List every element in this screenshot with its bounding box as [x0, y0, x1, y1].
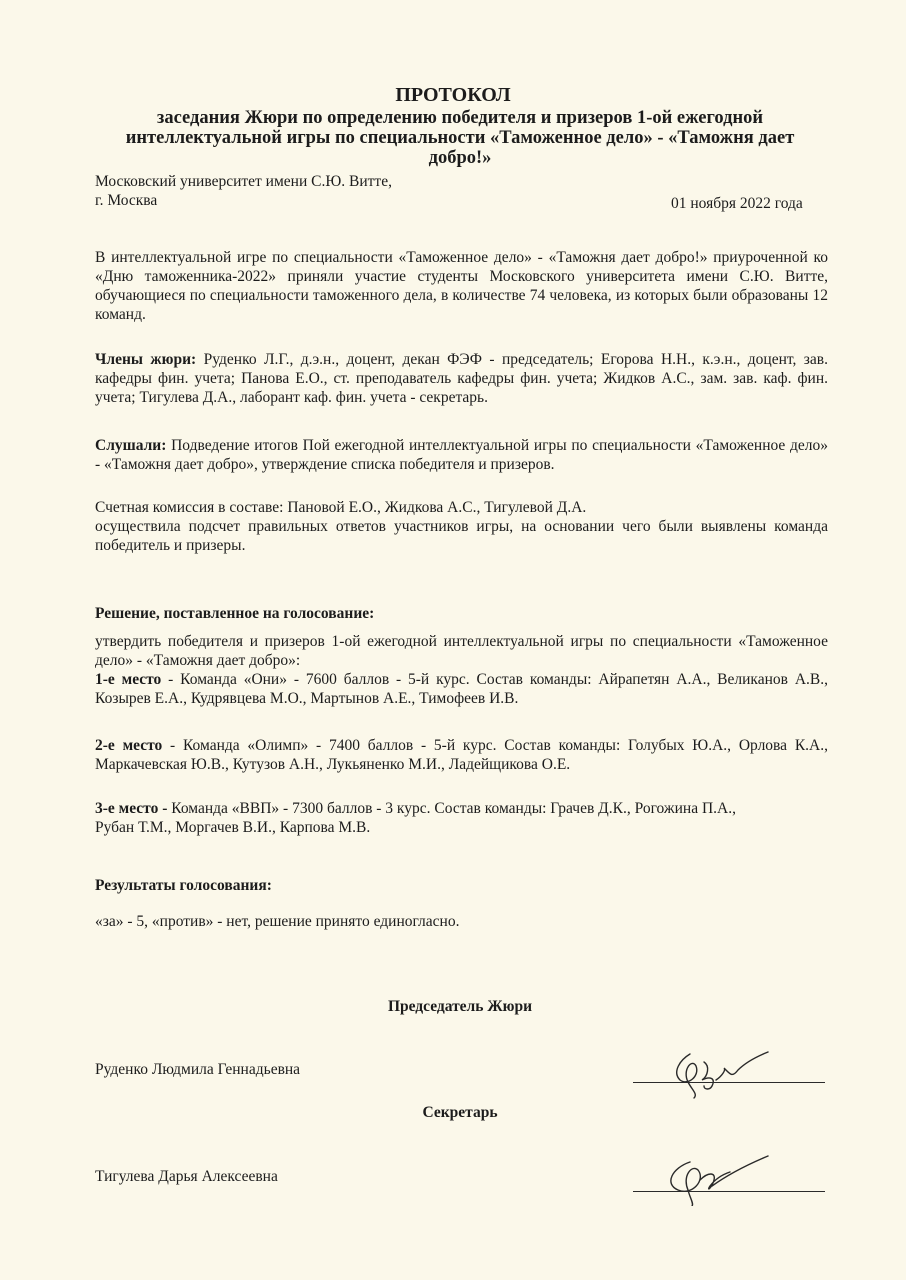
organization-city: г. Москва [95, 192, 158, 209]
chair-title: Председатель Жюри [387, 998, 533, 1015]
decision-heading [95, 604, 828, 623]
place-1-label: 1-е место [95, 671, 162, 688]
place-3-label: 3-е место - [95, 800, 168, 817]
place-2 [95, 736, 828, 774]
heard-paragraph [95, 436, 828, 474]
vote-heading [95, 876, 828, 895]
jury-paragraph [95, 350, 828, 407]
place-3 [95, 799, 755, 837]
place-2-text: - Команда «Олимп» - 7400 баллов - 5-й курс. Состав команды: Голубых Ю.А., Орлова К.А., Маркачевская Ю.В., Кутузов А.Н., Лукьяненко М.И., Ладейщикова О.Е. [95, 737, 828, 773]
organization-block [95, 172, 392, 210]
decision-text: утвердить победителя и призеров 1-ой ежегодной интеллектуальной игры по специальности «Таможенное дело» - «Таможня дает добро»: [95, 633, 828, 669]
document-subtitle: заседания Жюри по определению победителя и призеров 1-ой ежегодной интеллектуальной игры по специальности «Таможенное дело» - «Таможня дает добро!» [125, 108, 795, 168]
place-2-label: 2-е место [95, 737, 163, 754]
secretary-name: Тигулева Дарья Алексеевна [95, 1168, 278, 1185]
place-1-text: - Команда «Они» - 7600 баллов - 5-й курс. Состав команды: Айрапетян А.А., Великанов А.В., Козырев Е.А., Кудрявцева М.О., Мартынов А.Е., Тимофеев И.В. [95, 671, 828, 707]
commission-text: осуществила подсчет правильных ответов участников игры, на основании чего были выявлены команда победитель и призеры. [95, 518, 828, 554]
vote-heading-text: Результаты голосования: [95, 877, 272, 894]
document-title: ПРОТОКОЛ [395, 84, 511, 106]
secretary-title: Секретарь [422, 1104, 498, 1121]
place-3-text: Команда «ВВП» - 7300 баллов - 3 курс. Состав команды: Грачев Д.К., Рогожина П.А., Рубан Т.М., Моргачев В.И., Карпова М.В. [95, 800, 736, 836]
chair-name: Руденко Людмила Геннадьевна [95, 1061, 301, 1078]
commission-members: Счетная комиссия в составе: Пановой Е.О., Жидкова А.С., Тигулевой Д.А. [95, 499, 587, 516]
decision-heading-text: Решение, поставленное на голосование: [95, 605, 375, 622]
heard-label: Слушали: [95, 437, 167, 454]
chair-signature [660, 1040, 770, 1100]
secretary-signature [650, 1150, 770, 1206]
jury-text: Руденко Л.Г., д.э.н., доцент, декан ФЭФ - председатель; Егорова Н.Н., к.э.н., доцент, зав. кафедры фин. учета; Панова Е.О., ст. преподаватель кафедры фин. учета; Жидков А.С., зам. зав. каф. фин. учета; Тигулева Д.А., лаборант каф. фин. учета - секретарь. [95, 351, 829, 406]
organization-name: Московский университет имени С.Ю. Витте, [95, 173, 392, 190]
document-date: 01 ноября 2022 года [671, 195, 803, 212]
vote-result: «за» - 5, «против» - нет, решение принято единогласно. [95, 913, 460, 930]
heard-text: Подведение итогов Пой ежегодной интеллектуальной игры по специальности «Таможенное дело» - «Таможня дает добро», утверждение списка победителя и призеров. [95, 437, 828, 473]
jury-label: Члены жюри: [95, 351, 197, 368]
intro-paragraph: В интеллектуальной игре по специальности «Таможенное дело» - «Таможня дает добро!» приуроченной ко «Дню таможенника-2022» приняли участие студенты Московского университета имени С.Ю. Витте, обучающиеся по специальности таможенного дела, в количестве 74 человека, из которых были образованы 12 команд. [95, 249, 828, 323]
place-1 [95, 670, 828, 708]
commission-paragraph [95, 498, 828, 555]
